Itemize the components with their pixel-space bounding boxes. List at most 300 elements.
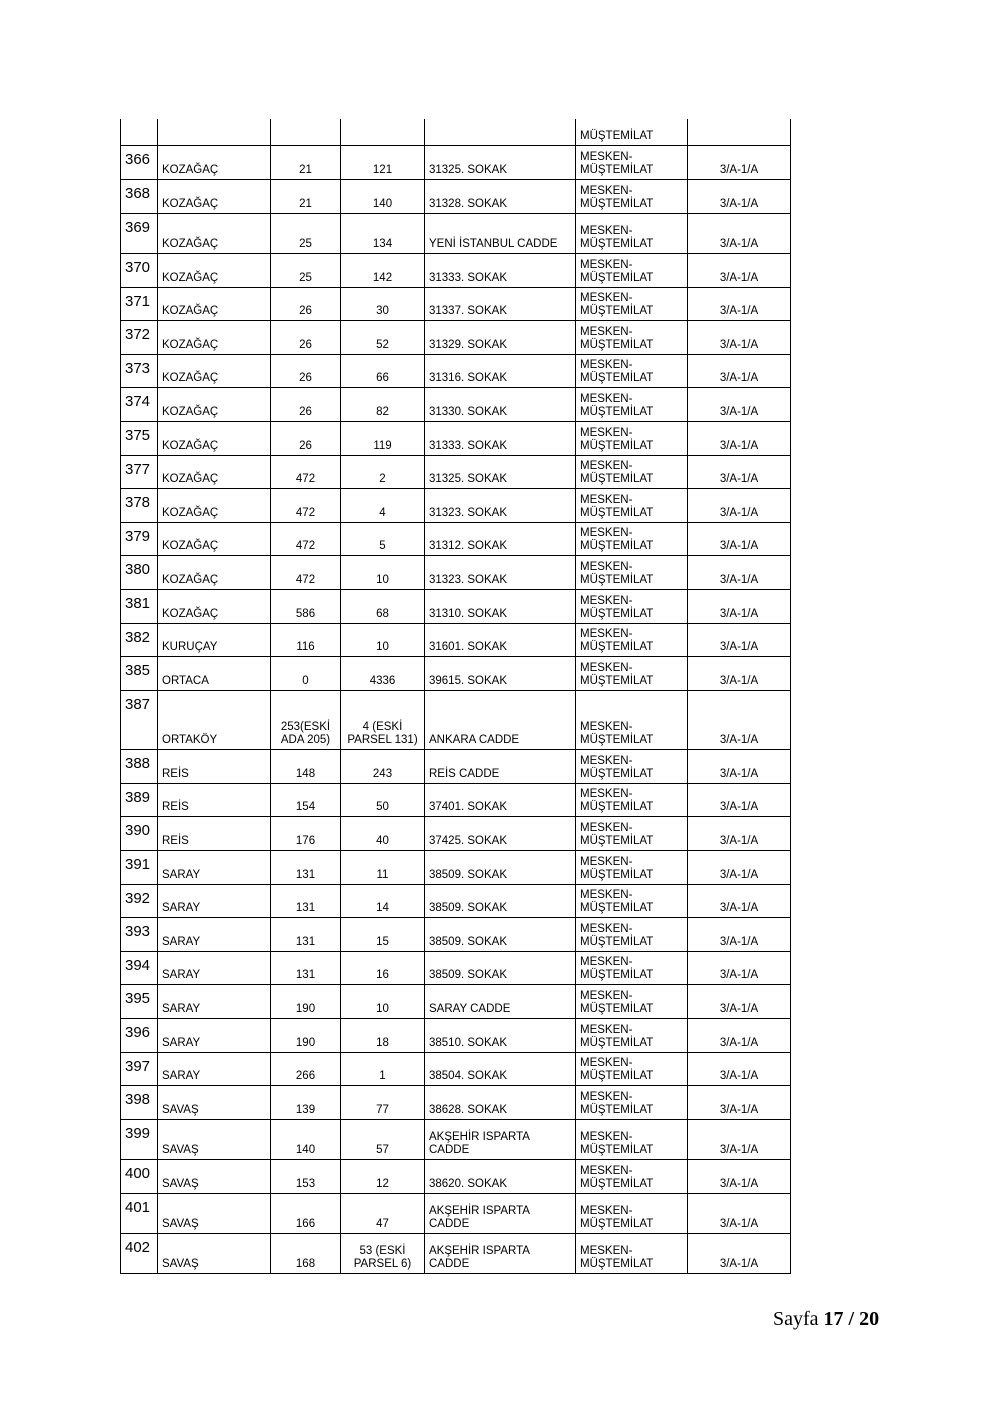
cell-parsel-text: 243 — [372, 767, 393, 780]
cell-ada-text: 472 — [295, 539, 316, 552]
table-row — [121, 179, 791, 213]
cell-no — [121, 749, 158, 783]
cell-no — [121, 1233, 158, 1273]
cell-ada — [271, 656, 341, 690]
cell-ada-text: 176 — [295, 834, 316, 847]
cell-no-text: 379 — [125, 527, 151, 545]
cell-parsel — [341, 213, 425, 253]
cell-parsel-text: 12 — [376, 1177, 389, 1190]
cell-ada — [271, 951, 341, 984]
cell-parsel-text: 5 — [379, 539, 386, 552]
cell-kod — [688, 749, 791, 783]
cell-parsel — [341, 656, 425, 690]
table-row — [121, 421, 791, 455]
cell-mahalle — [158, 488, 271, 522]
cell-parsel-text: 119 — [373, 439, 392, 452]
cell-adres — [425, 555, 576, 589]
cell-adres — [425, 522, 576, 555]
table-row — [121, 213, 791, 253]
cell-mahalle-text: KOZAĞAÇ — [162, 237, 219, 250]
cell-ada — [271, 783, 341, 816]
cell-adres — [425, 589, 576, 623]
cell-no-text: 392 — [125, 889, 151, 907]
cell-ada-text: 25 — [299, 237, 312, 250]
cell-parsel-text: 4 — [379, 506, 386, 519]
cell-ada — [271, 984, 341, 1018]
cell-no-text: 380 — [125, 560, 151, 578]
cell-no — [121, 253, 158, 287]
cell-adres — [425, 387, 576, 421]
cell-no — [121, 555, 158, 589]
cell-kod — [688, 119, 791, 145]
cell-mahalle — [158, 213, 271, 253]
cell-tur — [576, 421, 688, 455]
table-row — [121, 455, 791, 488]
cell-no-text: 393 — [125, 922, 151, 940]
cell-ada — [271, 1159, 341, 1193]
page-current: 17 — [823, 1308, 844, 1330]
cell-kod — [688, 816, 791, 850]
table-row — [121, 917, 791, 951]
cell-tur-text: MESKEN- MÜŞTEMİLAT — [580, 325, 654, 351]
cell-kod-text: 3/A-1/A — [719, 935, 759, 948]
cell-no-text: 389 — [125, 788, 151, 806]
cell-tur — [576, 145, 688, 179]
cell-kod-text: 3/A-1/A — [719, 371, 759, 384]
cell-ada-text: 472 — [295, 573, 316, 586]
cell-adres-text: YENİ İSTANBUL CADDE — [429, 237, 558, 250]
cell-mahalle — [158, 320, 271, 354]
cell-no-text: 375 — [125, 426, 151, 444]
cell-adres-text: 38504. SOKAK — [429, 1069, 507, 1082]
cell-tur — [576, 213, 688, 253]
cell-adres-text: 38509. SOKAK — [429, 901, 507, 914]
cell-ada-text: 0 — [302, 674, 309, 687]
cell-mahalle — [158, 1119, 271, 1159]
table-row — [121, 884, 791, 917]
cell-no — [121, 1018, 158, 1052]
cell-mahalle-text: KOZAĞAÇ — [162, 573, 219, 586]
cell-kod — [688, 917, 791, 951]
cell-adres — [425, 749, 576, 783]
cell-mahalle-text: SAVAŞ — [162, 1103, 199, 1116]
cell-mahalle — [158, 145, 271, 179]
cell-tur-text: MESKEN- MÜŞTEMİLAT — [580, 661, 654, 687]
cell-no-text: 369 — [125, 218, 151, 236]
cell-adres — [425, 179, 576, 213]
cell-parsel — [341, 421, 425, 455]
cell-adres — [425, 1052, 576, 1085]
cell-no-text: 385 — [125, 661, 151, 679]
cell-mahalle — [158, 951, 271, 984]
cell-kod — [688, 984, 791, 1018]
cell-no-text: 374 — [125, 392, 151, 410]
cell-ada-text: 131 — [295, 901, 316, 914]
cell-kod-text: 3/A-1/A — [719, 674, 759, 687]
cell-no — [121, 951, 158, 984]
cell-tur — [576, 690, 688, 749]
cell-tur — [576, 287, 688, 320]
cell-kod-text: 3/A-1/A — [719, 1217, 759, 1230]
cell-mahalle — [158, 1159, 271, 1193]
cell-tur-text: MESKEN- MÜŞTEMİLAT — [580, 922, 654, 948]
cell-adres — [425, 951, 576, 984]
cell-kod-text: 3/A-1/A — [719, 1103, 759, 1116]
cell-tur-text: MESKEN- MÜŞTEMİLAT — [580, 955, 654, 981]
cell-adres-text: 31316. SOKAK — [429, 371, 507, 384]
table-row — [121, 749, 791, 783]
cell-kod-text: 3/A-1/A — [719, 506, 759, 519]
cell-tur — [576, 387, 688, 421]
cell-tur — [576, 1052, 688, 1085]
cell-mahalle-text: SARAY — [162, 901, 201, 914]
cell-kod — [688, 589, 791, 623]
cell-adres — [425, 119, 576, 145]
cell-ada — [271, 555, 341, 589]
cell-mahalle-text: KOZAĞAÇ — [162, 472, 219, 485]
table-row — [121, 656, 791, 690]
cell-kod-text: 3/A-1/A — [719, 607, 759, 620]
cell-parsel-text: 30 — [376, 304, 389, 317]
table-row — [121, 951, 791, 984]
cell-no-text: 377 — [125, 460, 151, 478]
cell-ada — [271, 1233, 341, 1273]
cell-ada — [271, 1085, 341, 1119]
cell-adres-text: REİS CADDE — [429, 767, 500, 780]
cell-parsel-text: 66 — [376, 371, 389, 384]
cell-tur — [576, 1085, 688, 1119]
cell-kod-text: 3/A-1/A — [719, 163, 759, 176]
cell-adres-text: 31601. SOKAK — [429, 640, 507, 653]
cell-tur-text: MESKEN- MÜŞTEMİLAT — [580, 627, 654, 653]
cell-mahalle — [158, 984, 271, 1018]
cell-ada — [271, 623, 341, 656]
cell-tur-text: MESKEN- MÜŞTEMİLAT — [580, 888, 654, 914]
cell-kod — [688, 1052, 791, 1085]
cell-tur — [576, 320, 688, 354]
cell-adres — [425, 816, 576, 850]
table-row — [121, 488, 791, 522]
cell-adres-text: SARAY CADDE — [429, 1002, 511, 1015]
cell-no — [121, 623, 158, 656]
cell-kod-text: 3/A-1/A — [719, 1036, 759, 1049]
cell-adres-text: 38628. SOKAK — [429, 1103, 507, 1116]
cell-adres — [425, 1159, 576, 1193]
cell-kod — [688, 555, 791, 589]
cell-mahalle-text: KOZAĞAÇ — [162, 338, 219, 351]
cell-kod-text: 3/A-1/A — [719, 1177, 759, 1190]
cell-kod — [688, 179, 791, 213]
cell-adres-text: 31333. SOKAK — [429, 439, 507, 452]
cell-ada — [271, 387, 341, 421]
cell-no — [121, 213, 158, 253]
cell-tur — [576, 749, 688, 783]
cell-kod — [688, 1193, 791, 1233]
cell-adres-text: 38620. SOKAK — [429, 1177, 507, 1190]
cell-tur-text: MESKEN- MÜŞTEMİLAT — [580, 526, 654, 552]
cell-adres — [425, 917, 576, 951]
cell-tur — [576, 816, 688, 850]
cell-no-text: 372 — [125, 325, 151, 343]
cell-mahalle — [158, 387, 271, 421]
cell-tur-text: MESKEN- MÜŞTEMİLAT — [580, 1056, 654, 1082]
cell-no-text: 387 — [125, 695, 151, 713]
cell-tur-text: MESKEN- MÜŞTEMİLAT — [580, 720, 654, 746]
cell-tur-text: MESKEN- MÜŞTEMİLAT — [580, 1090, 654, 1116]
cell-ada-text: 153 — [295, 1177, 316, 1190]
cell-adres — [425, 783, 576, 816]
cell-parsel — [341, 1052, 425, 1085]
cell-kod-text: 3/A-1/A — [719, 1257, 759, 1270]
cell-tur-text: MESKEN- MÜŞTEMİLAT — [580, 184, 654, 210]
cell-kod-text: 3/A-1/A — [719, 1143, 759, 1156]
cell-no-text: 402 — [125, 1238, 151, 1256]
cell-tur — [576, 354, 688, 387]
cell-parsel-text: 11 — [376, 868, 389, 881]
cell-tur — [576, 1233, 688, 1273]
cell-parsel-text: 77 — [376, 1103, 389, 1116]
cell-mahalle — [158, 690, 271, 749]
cell-adres-text: 39615. SOKAK — [429, 674, 507, 687]
cell-adres — [425, 884, 576, 917]
cell-parsel-text: 57 — [376, 1143, 389, 1156]
cell-tur-text: MESKEN- MÜŞTEMİLAT — [580, 426, 654, 452]
cell-ada — [271, 287, 341, 320]
cell-parsel — [341, 884, 425, 917]
cell-no — [121, 884, 158, 917]
parcel-table — [120, 119, 791, 1274]
cell-no — [121, 656, 158, 690]
cell-tur — [576, 1119, 688, 1159]
cell-parsel — [341, 320, 425, 354]
cell-ada — [271, 884, 341, 917]
cell-parsel-text: 10 — [376, 640, 389, 653]
cell-kod-text: 3/A-1/A — [719, 338, 759, 351]
cell-ada-text: 154 — [295, 800, 316, 813]
cell-ada-text: 26 — [299, 304, 312, 317]
cell-ada — [271, 320, 341, 354]
cell-mahalle-text: SAVAŞ — [162, 1177, 199, 1190]
cell-tur — [576, 1193, 688, 1233]
table-row — [121, 589, 791, 623]
cell-adres-text: 37425. SOKAK — [429, 834, 507, 847]
cell-parsel — [341, 850, 425, 884]
cell-kod-text: 3/A-1/A — [719, 304, 759, 317]
cell-ada-text: 148 — [295, 767, 316, 780]
cell-adres-text: 38509. SOKAK — [429, 935, 507, 948]
cell-ada-text: 116 — [296, 640, 315, 653]
table-row — [121, 1085, 791, 1119]
cell-ada-text: 166 — [295, 1217, 316, 1230]
cell-tur — [576, 850, 688, 884]
cell-mahalle-text: KOZAĞAÇ — [162, 197, 219, 210]
cell-no-text: 401 — [125, 1198, 151, 1216]
cell-adres-text: 38510. SOKAK — [429, 1036, 507, 1049]
cell-tur-text: MESKEN- MÜŞTEMİLAT — [580, 358, 654, 384]
cell-kod — [688, 850, 791, 884]
cell-mahalle — [158, 354, 271, 387]
page-separator: / — [848, 1308, 855, 1330]
cell-adres-text: AKŞEHİR ISPARTA CADDE — [429, 1130, 530, 1156]
table-row-continued — [121, 119, 791, 145]
cell-mahalle-text: KOZAĞAÇ — [162, 405, 219, 418]
cell-tur-text: MESKEN- MÜŞTEMİLAT — [580, 594, 654, 620]
cell-kod-text: 3/A-1/A — [719, 834, 759, 847]
cell-tur-text: MESKEN- MÜŞTEMİLAT — [580, 1130, 654, 1156]
cell-tur — [576, 656, 688, 690]
cell-no — [121, 522, 158, 555]
cell-no-text: 390 — [125, 821, 151, 839]
cell-parsel — [341, 555, 425, 589]
cell-adres-text: 31330. SOKAK — [429, 405, 507, 418]
cell-adres — [425, 287, 576, 320]
page-label: Sayfa — [773, 1308, 819, 1330]
cell-adres-text: 31325. SOKAK — [429, 472, 507, 485]
cell-mahalle-text: SARAY — [162, 868, 201, 881]
cell-kod — [688, 354, 791, 387]
table-row — [121, 145, 791, 179]
cell-adres-text: AKŞEHİR ISPARTA CADDE — [429, 1244, 530, 1270]
cell-no-text: 398 — [125, 1090, 151, 1108]
cell-ada-text: 131 — [295, 968, 316, 981]
cell-parsel-text: 2 — [379, 472, 386, 485]
cell-no-text: 371 — [125, 292, 151, 310]
cell-adres-text: 31337. SOKAK — [429, 304, 507, 317]
table-row — [121, 1159, 791, 1193]
cell-mahalle-text: REİS — [162, 800, 189, 813]
cell-adres-text: 31323. SOKAK — [429, 573, 507, 586]
cell-adres — [425, 623, 576, 656]
cell-ada — [271, 488, 341, 522]
table-row — [121, 783, 791, 816]
cell-kod — [688, 253, 791, 287]
cell-tur — [576, 917, 688, 951]
cell-adres-text: 31323. SOKAK — [429, 506, 507, 519]
cell-kod-text: 3/A-1/A — [719, 472, 759, 485]
cell-parsel — [341, 816, 425, 850]
cell-mahalle — [158, 455, 271, 488]
table-row — [121, 522, 791, 555]
cell-ada-text: 21 — [299, 163, 312, 176]
cell-mahalle-text: SARAY — [162, 1036, 201, 1049]
cell-ada-text: 131 — [295, 868, 316, 881]
cell-parsel — [341, 1233, 425, 1273]
cell-tur-text: MESKEN- MÜŞTEMİLAT — [580, 1023, 654, 1049]
cell-no — [121, 589, 158, 623]
cell-kod-text: 3/A-1/A — [719, 901, 759, 914]
cell-ada — [271, 145, 341, 179]
cell-mahalle-text: SAVAŞ — [162, 1143, 199, 1156]
cell-mahalle — [158, 589, 271, 623]
cell-mahalle — [158, 623, 271, 656]
cell-parsel — [341, 119, 425, 145]
cell-mahalle — [158, 850, 271, 884]
cell-mahalle — [158, 179, 271, 213]
cell-ada — [271, 522, 341, 555]
cell-ada — [271, 179, 341, 213]
cell-parsel — [341, 623, 425, 656]
cell-tur — [576, 555, 688, 589]
cell-ada — [271, 253, 341, 287]
cell-kod — [688, 951, 791, 984]
table-row — [121, 354, 791, 387]
cell-adres — [425, 1119, 576, 1159]
cell-no-text: 381 — [125, 594, 151, 612]
table-row — [121, 1119, 791, 1159]
cell-mahalle-text: KOZAĞAÇ — [162, 539, 219, 552]
cell-mahalle-text: KOZAĞAÇ — [162, 371, 219, 384]
cell-tur-text: MESKEN- MÜŞTEMİLAT — [580, 787, 654, 813]
table-row — [121, 555, 791, 589]
cell-no — [121, 1119, 158, 1159]
cell-ada — [271, 1119, 341, 1159]
cell-kod-text: 3/A-1/A — [719, 197, 759, 210]
cell-ada-text: 472 — [295, 506, 316, 519]
cell-parsel — [341, 749, 425, 783]
cell-tur-text: MESKEN- MÜŞTEMİLAT — [580, 150, 654, 176]
cell-parsel-text: 121 — [372, 163, 393, 176]
cell-kod — [688, 287, 791, 320]
cell-mahalle — [158, 287, 271, 320]
table-row — [121, 1193, 791, 1233]
cell-no-text: 373 — [125, 359, 151, 377]
cell-kod-text: 3/A-1/A — [719, 1002, 759, 1015]
table-row — [121, 1052, 791, 1085]
cell-kod-text: 3/A-1/A — [719, 640, 759, 653]
cell-parsel-text: 14 — [376, 901, 389, 914]
cell-kod — [688, 421, 791, 455]
cell-parsel — [341, 1085, 425, 1119]
cell-mahalle-text: ORTACA — [162, 674, 209, 687]
cell-mahalle — [158, 555, 271, 589]
cell-tur-text: MESKEN- MÜŞTEMİLAT — [580, 989, 654, 1015]
page-total: 20 — [859, 1308, 880, 1330]
cell-adres — [425, 1233, 576, 1273]
cell-mahalle-text: KOZAĞAÇ — [162, 607, 219, 620]
cell-ada — [271, 455, 341, 488]
cell-ada — [271, 213, 341, 253]
cell-adres-text: 31328. SOKAK — [429, 197, 507, 210]
cell-no — [121, 783, 158, 816]
cell-parsel — [341, 455, 425, 488]
cell-kod — [688, 690, 791, 749]
cell-kod — [688, 455, 791, 488]
cell-ada-text: 26 — [299, 371, 312, 384]
cell-no — [121, 421, 158, 455]
cell-adres — [425, 1085, 576, 1119]
cell-adres — [425, 690, 576, 749]
cell-no — [121, 690, 158, 749]
cell-adres — [425, 1018, 576, 1052]
cell-adres — [425, 253, 576, 287]
cell-mahalle — [158, 783, 271, 816]
cell-adres-text: 37401. SOKAK — [429, 800, 507, 813]
cell-no — [121, 455, 158, 488]
cell-adres-text: 38509. SOKAK — [429, 868, 507, 881]
cell-tur-text: MESKEN- MÜŞTEMİLAT — [580, 855, 654, 881]
cell-parsel-text: 18 — [376, 1036, 389, 1049]
cell-tur-text: MESKEN- MÜŞTEMİLAT — [580, 560, 654, 586]
cell-no — [121, 850, 158, 884]
cell-tur — [576, 884, 688, 917]
cell-adres-text: 38509. SOKAK — [429, 968, 507, 981]
cell-parsel-text: 140 — [372, 197, 393, 210]
table-row — [121, 623, 791, 656]
cell-adres — [425, 421, 576, 455]
cell-adres — [425, 145, 576, 179]
cell-kod-text: 3/A-1/A — [719, 573, 759, 586]
cell-kod-text: 3/A-1/A — [719, 968, 759, 981]
